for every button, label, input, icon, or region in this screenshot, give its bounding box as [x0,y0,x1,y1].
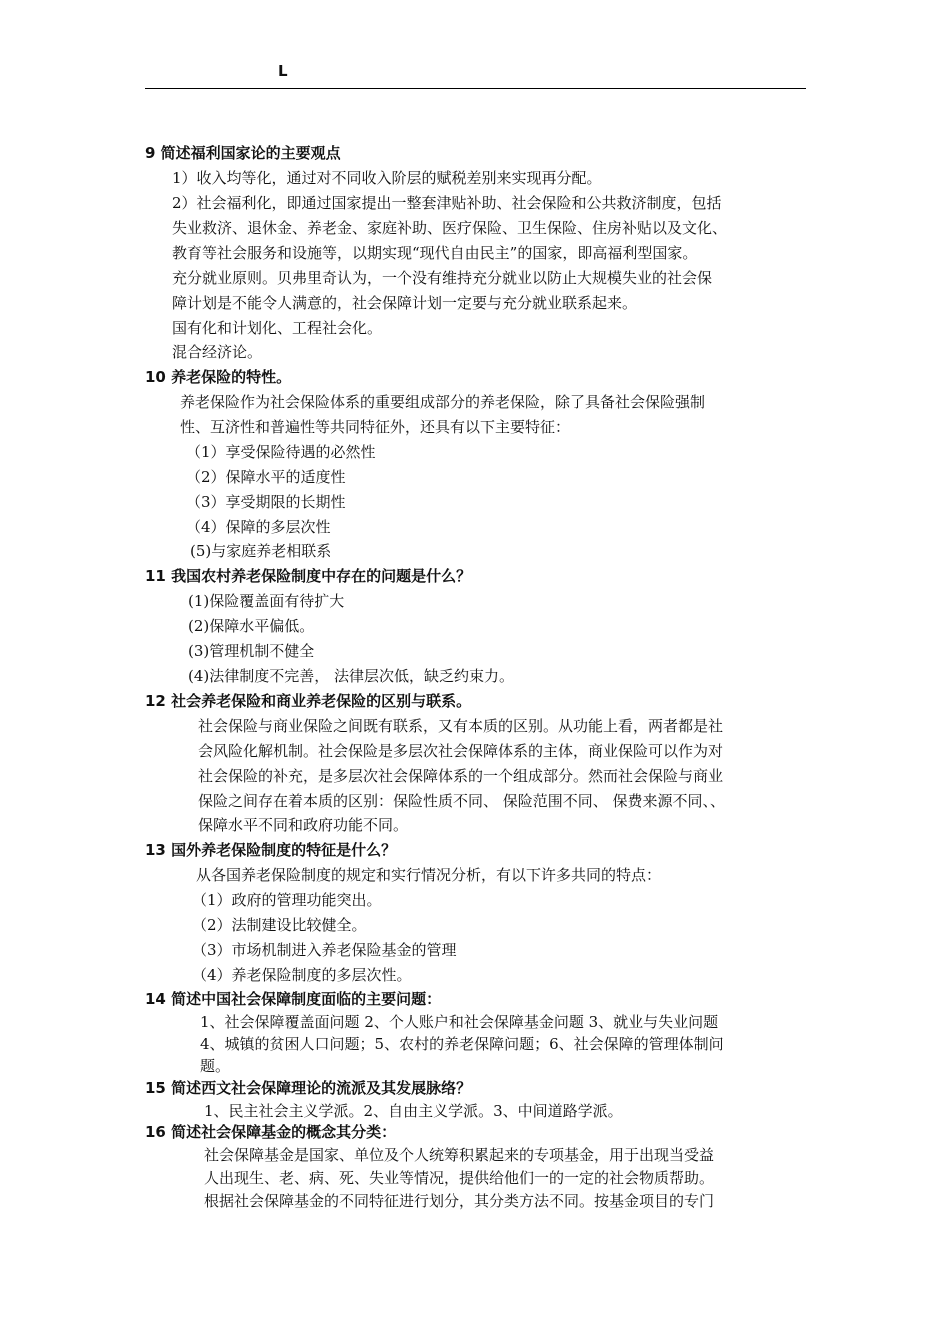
section-9-line: 障计划是不能令人满意的，社会保障计划一定要与充分就业联系起来。 [172,294,638,312]
section-heading-14: 14 简述中国社会保障制度面临的主要问题： [145,990,442,1008]
section-heading-13: 13 国外养老保险制度的特征是什么？ [145,841,397,859]
section-12-line: 社会保险的补充，是多层次社会保障体系的一个组成部分。然而社会保险与商业 [198,767,724,785]
section-15-line: 1、民主社会主义学派。2、自由主义学派。3、中间道路学派。 [204,1102,623,1120]
section-10-line: （2）保障水平的适度性 [186,468,346,486]
section-9-line: 充分就业原则。贝弗里奇认为，一个没有维持充分就业以防止大规模失业的社会保 [172,269,713,287]
section-9-line: 混合经济论。 [172,343,263,361]
section-heading-12: 12 社会养老保险和商业养老保险的区别与联系。 [145,692,472,710]
section-16-line: 人出现生、老、病、死、失业等情况，提供给他们一的一定的社会物质帮助。 [204,1169,715,1187]
section-heading-9: 9 简述福利国家论的主要观点 [145,144,341,162]
section-9-line: 国有化和计划化、工程社会化。 [172,319,383,337]
section-13-line: 从各国养老保险制度的规定和实行情况分析，有以下许多共同的特点： [196,866,662,884]
section-heading-16: 16 简述社会保障基金的概念其分类： [145,1123,397,1141]
section-10-line: 养老保险作为社会保险体系的重要组成部分的养老保险，除了具备社会保险强制 [180,393,706,411]
section-13-line: （3）市场机制进入养老保险基金的管理 [192,941,457,959]
section-10-line: (5)与家庭养老相联系 [190,542,332,560]
section-11-line: (2)保障水平偏低。 [188,617,315,635]
section-9-line: 教育等社会服务和设施等，以期实现“现代自由民主”的国家，即高福利型国家。 [172,244,698,262]
section-10-line: （3）享受期限的长期性 [186,493,346,511]
section-9-line: 1）收入均等化，通过对不同收入阶层的赋税差别来实现再分配。 [172,169,602,187]
section-11-line: (3)管理机制不健全 [188,642,315,660]
section-16-line: 社会保障基金是国家、单位及个人统筹积累起来的专项基金，用于出现当受益 [204,1146,715,1164]
section-13-line: （2）法制建设比较健全。 [192,916,367,934]
section-9-line: 失业救济、退休金、养老金、家庭补助、医疗保险、卫生保险、住房补贴以及文化、 [172,219,728,237]
section-10-line: （4）保障的多层次性 [186,518,331,536]
section-heading-15: 15 简述西文社会保障理论的流派及其发展脉络？ [145,1079,472,1097]
section-10-line: （1）享受保险待遇的必然性 [186,443,376,461]
section-14-line: 题。 [200,1057,231,1075]
section-10-line: 性、互济性和普遍性等共同特征外，还具有以下主要特征： [180,418,571,436]
section-12-line: 保障水平不同和政府功能不同。 [198,816,409,834]
section-12-line: 保险之间存在着本质的区别：保险性质不同、 保险范围不同、 保费来源不同、、 [198,792,726,810]
header-mark: L [278,62,288,80]
section-13-line: （4）养老保险制度的多层次性。 [192,966,412,984]
section-heading-10: 10 养老保险的特性。 [145,368,292,386]
section-heading-11: 11 我国农村养老保险制度中存在的问题是什么？ [145,567,472,585]
section-12-line: 会风险化解机制。社会保险是多层次社会保障体系的主体，商业保险可以作为对 [198,742,724,760]
section-12-line: 社会保险与商业保险之间既有联系，又有本质的区别。从功能上看，两者都是社 [198,717,724,735]
header-rule [145,88,806,89]
section-9-line: 2）社会福利化，即通过国家提出一整套津贴补助、社会保险和公共救济制度，包括 [172,194,722,212]
section-13-line: （1）政府的管理功能突出。 [192,891,382,909]
section-14-line: 1、社会保障覆盖面问题 2、个人账户和社会保障基金问题 3、就业与失业问题 [200,1013,719,1031]
section-11-line: (4)法律制度不完善， 法律层次低，缺乏约束力。 [188,667,515,685]
section-14-line: 4、城镇的贫困人口问题；5、农村的养老保障问题；6、社会保障的管理体制问 [200,1035,724,1053]
section-11-line: (1)保险覆盖面有待扩大 [188,592,345,610]
section-16-line: 根据社会保障基金的不同特征进行划分，其分类方法不同。按基金项目的专门 [204,1192,715,1210]
